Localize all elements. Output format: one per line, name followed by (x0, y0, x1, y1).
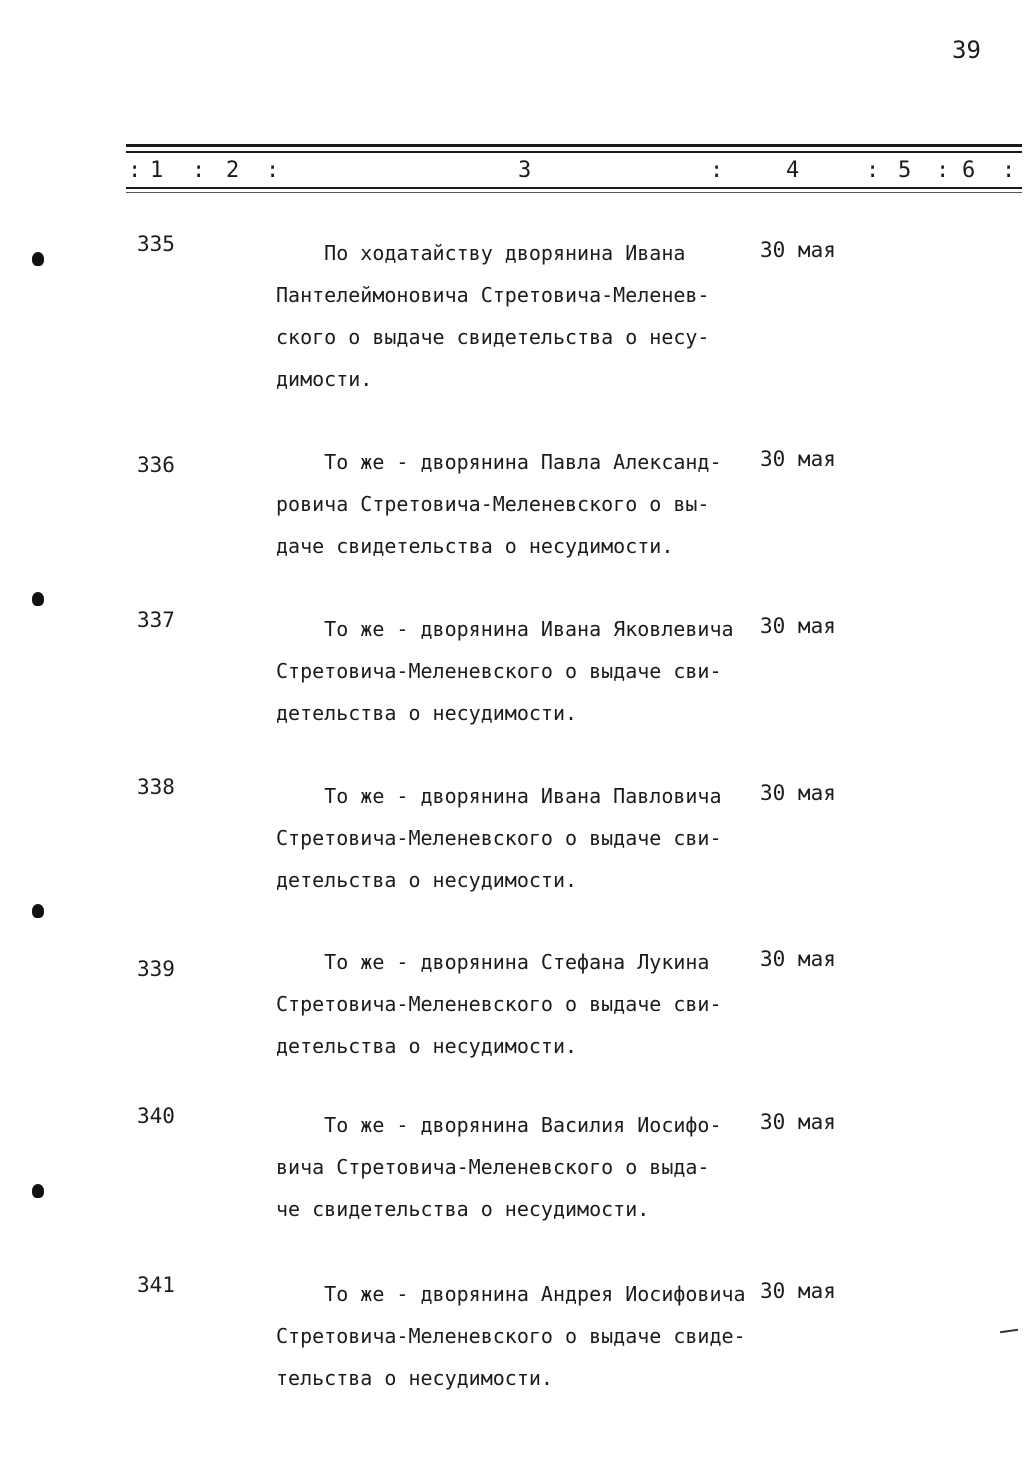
description-line: То же - дворянина Павла Александ- (276, 450, 722, 474)
column-header-5: 5 (898, 158, 912, 183)
entry-description (276, 941, 756, 1067)
entry-date: 30 мая (760, 1110, 836, 1134)
header-separator: : (192, 158, 206, 183)
entry-date: 30 мая (760, 614, 836, 638)
entry-number: 341 (137, 1273, 175, 1297)
punch-hole-mark (32, 1184, 44, 1198)
header-separator: : (1002, 158, 1016, 183)
punch-hole-mark (32, 592, 44, 606)
header-rule-bottom (126, 187, 1022, 189)
description-line: ровича Стретовича-Меленевского о вы- (276, 492, 710, 516)
header-separator: : (266, 158, 280, 183)
description-line: То же - дворянина Ивана Павловича (276, 784, 722, 808)
entry-number: 337 (137, 608, 175, 632)
description-line: То же - дворянина Стефана Лукина (276, 950, 710, 974)
header-rule-bottom-thin (126, 192, 1022, 193)
entry-date: 30 мая (760, 447, 836, 471)
description-line: По ходатайству дворянина Ивана (276, 241, 686, 265)
table-header (0, 158, 1024, 186)
punch-hole-mark (32, 252, 44, 266)
entry-description (276, 441, 756, 567)
column-header-3: 3 (518, 158, 532, 183)
description-line: То же - дворянина Василия Иосифо- (276, 1113, 722, 1137)
header-separator: : (128, 158, 142, 183)
entry-number: 340 (137, 1104, 175, 1128)
description-line: детельства о несудимости. (276, 868, 578, 892)
header-separator: : (866, 158, 880, 183)
page-number: 39 (952, 36, 981, 64)
header-rule-top-thin (126, 151, 1022, 153)
entry-description (276, 1273, 776, 1399)
entry-number: 336 (137, 453, 175, 477)
description-line: димости. (276, 367, 373, 391)
entry-date: 30 мая (760, 1279, 836, 1303)
description-line: То же - дворянина Ивана Яковлевича (276, 617, 734, 641)
entry-number: 338 (137, 775, 175, 799)
description-line: То же - дворянина Андрея Иосифовича (276, 1282, 746, 1306)
header-separator: : (710, 158, 724, 183)
entry-date: 30 мая (760, 947, 836, 971)
entry-description (276, 775, 756, 901)
column-header-2: 2 (226, 158, 240, 183)
description-line: детельства о несудимости. (276, 1034, 578, 1058)
description-line: даче свидетельства о несудимости. (276, 534, 674, 558)
description-line: Стретовича-Меленевского о выдаче сви- (276, 992, 722, 1016)
entry-description (276, 608, 756, 734)
entry-number: 339 (137, 957, 175, 981)
description-line: детельства о несудимости. (276, 701, 578, 725)
description-line: че свидетельства о несудимости. (276, 1197, 650, 1221)
description-line: Стретовича-Меленевского о выдаче сви- (276, 826, 722, 850)
entry-number: 335 (137, 232, 175, 256)
description-line: вича Стретовича-Меленевского о выда- (276, 1155, 710, 1179)
entry-description (276, 232, 756, 400)
column-header-1: 1 (150, 158, 164, 183)
column-header-4: 4 (786, 158, 800, 183)
header-rule-top (126, 144, 1022, 147)
entry-description (276, 1104, 756, 1230)
description-line: Стретовича-Меленевского о выдаче сви- (276, 659, 722, 683)
description-line: тельства о несудимости. (276, 1366, 553, 1390)
description-line: Пантелеймоновича Стретовича-Меленев- (276, 283, 710, 307)
entry-date: 30 мая (760, 781, 836, 805)
entry-date: 30 мая (760, 238, 836, 262)
column-header-6: 6 (962, 158, 976, 183)
punch-hole-mark (32, 904, 44, 918)
description-line: ского о выдаче свидетельства о несу- (276, 325, 710, 349)
description-line: Стретовича-Меленевского о выдаче свиде- (276, 1324, 746, 1348)
header-separator: : (936, 158, 950, 183)
pencil-mark (1000, 1329, 1018, 1333)
